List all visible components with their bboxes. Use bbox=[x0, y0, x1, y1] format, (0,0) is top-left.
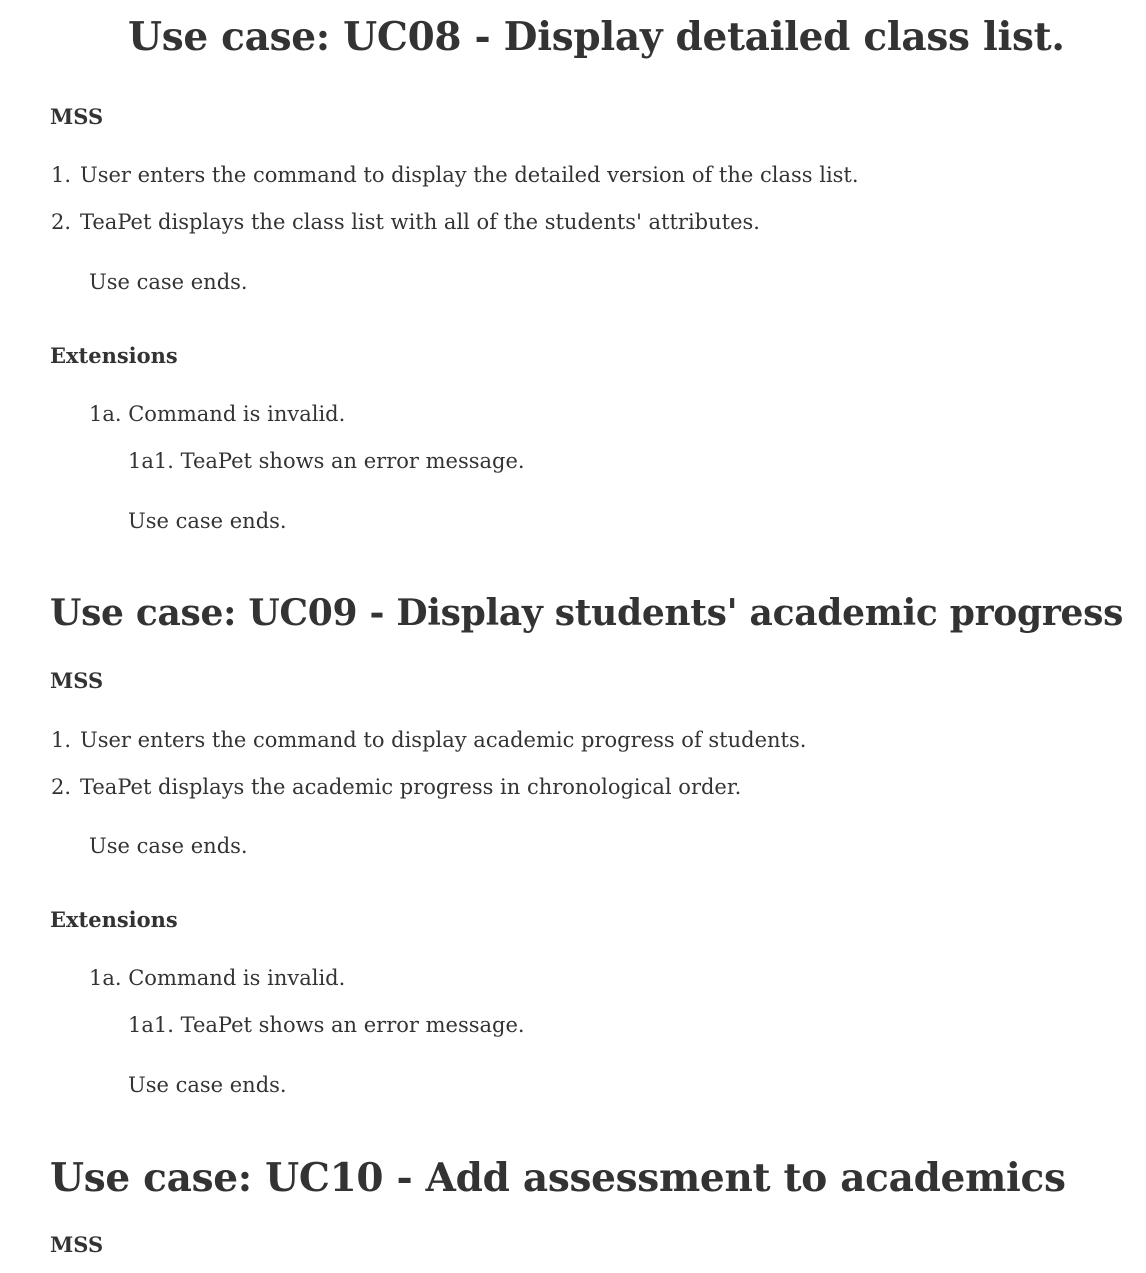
uc08-extension-1a: 1a. Command is invalid. bbox=[89, 402, 346, 426]
uc09-title: Use case: UC09 - Display students' academic progress bbox=[50, 592, 1124, 634]
uc09-extension-ends: Use case ends. bbox=[128, 1073, 287, 1097]
uc09-use-case-ends: Use case ends. bbox=[89, 834, 248, 858]
uc09-extension-1a1: 1a1. TeaPet shows an error message. bbox=[128, 1013, 525, 1037]
uc09-step-1 bbox=[42, 730, 806, 751]
step-text: User enters the command to display academic progress of students. bbox=[80, 728, 807, 752]
uc08-extension-ends: Use case ends. bbox=[128, 509, 287, 533]
uc08-mss-label: MSS bbox=[50, 104, 104, 129]
uc08-use-case-ends: Use case ends. bbox=[89, 270, 248, 294]
step-number: 1. bbox=[50, 163, 71, 187]
uc10-title: Use case: UC10 - Add assessment to academics bbox=[50, 1155, 1066, 1201]
uc09-extension-1a: 1a. Command is invalid. bbox=[89, 966, 346, 990]
uc08-title: Use case: UC08 - Display detailed class list. bbox=[128, 14, 1065, 60]
uc09-step-2 bbox=[42, 777, 741, 798]
uc09-extensions-label: Extensions bbox=[50, 907, 178, 932]
uc09-mss-label: MSS bbox=[50, 668, 104, 693]
step-number: 1. bbox=[50, 728, 71, 752]
step-number: 2. bbox=[50, 210, 71, 234]
step-text: TeaPet displays the academic progress in chronological order. bbox=[80, 775, 742, 799]
uc08-extension-1a1: 1a1. TeaPet shows an error message. bbox=[128, 449, 525, 473]
step-text: TeaPet displays the class list with all of the students' attributes. bbox=[80, 210, 760, 234]
uc08-extensions-label: Extensions bbox=[50, 343, 178, 368]
step-text: User enters the command to display the detailed version of the class list. bbox=[80, 163, 859, 187]
step-number: 2. bbox=[50, 775, 71, 799]
uc10-mss-label: MSS bbox=[50, 1232, 104, 1257]
uc08-step-2 bbox=[42, 212, 760, 233]
uc08-step-1 bbox=[42, 165, 859, 186]
